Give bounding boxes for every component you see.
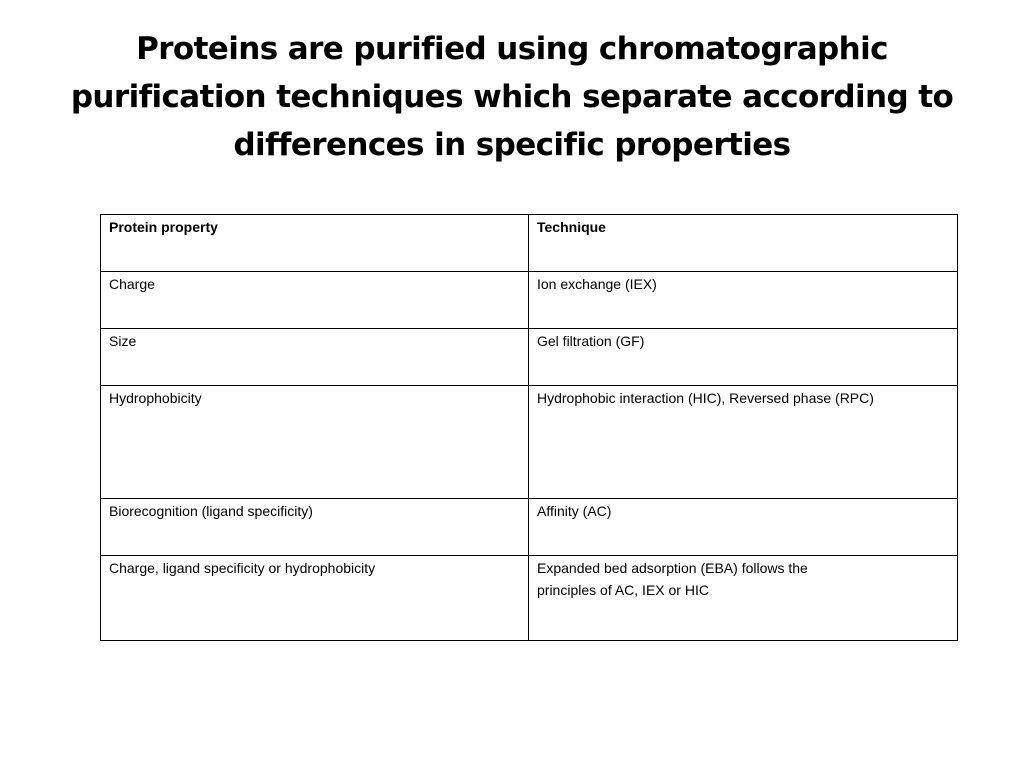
table-row xyxy=(101,386,958,499)
header-protein-property: Protein property xyxy=(101,215,529,272)
technique-line: Affinity (AC) xyxy=(537,503,612,519)
technique-cell xyxy=(529,272,958,329)
table-row xyxy=(101,329,958,386)
property-cell: Charge xyxy=(101,272,529,329)
table-row xyxy=(101,272,958,329)
slide-title-line-1: Proteins are purified using chromatographic xyxy=(136,31,888,67)
technique-line: Expanded bed adsorption (EBA) follows the xyxy=(537,560,808,576)
technique-line: Hydrophobic interaction (HIC), Reversed phase (RPC) xyxy=(537,390,874,406)
technique-cell xyxy=(529,556,958,641)
header-technique: Technique xyxy=(529,215,958,272)
property-cell: Hydrophobicity xyxy=(101,386,529,499)
property-technique-table xyxy=(100,214,958,641)
property-cell: Charge, ligand specificity or hydrophobicity xyxy=(101,556,529,641)
table-row xyxy=(101,499,958,556)
technique-cell xyxy=(529,386,958,499)
slide-title-line-2: purification techniques which separate according to xyxy=(70,79,954,115)
property-cell: Biorecognition (ligand specificity) xyxy=(101,499,529,556)
technique-cell xyxy=(529,329,958,386)
slide-title xyxy=(60,25,964,169)
table-row xyxy=(101,556,958,641)
technique-line: Ion exchange (IEX) xyxy=(537,276,657,292)
property-cell: Size xyxy=(101,329,529,386)
slide-title-line-3: differences in specific properties xyxy=(233,127,791,163)
technique-cell xyxy=(529,499,958,556)
table-header-row xyxy=(101,215,958,272)
technique-line: principles of AC, IEX or HIC xyxy=(537,582,709,598)
technique-line: Gel filtration (GF) xyxy=(537,333,645,349)
